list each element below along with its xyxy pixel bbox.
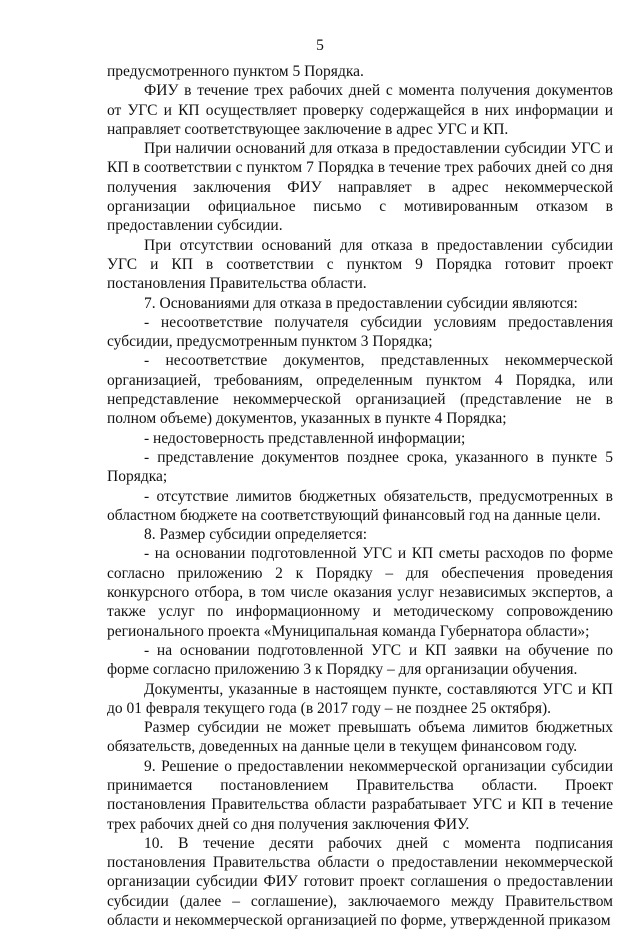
list-item: - несоответствие документов, представленных некоммерческой организацией, требованиям, определенным пунктом 4 Порядка, или непредставление некоммерческой организацией (представление не в полном объеме) документов, указанных в пункте 4 Порядка; [107,352,613,428]
paragraph: 7. Основаниями для отказа в предоставлении субсидии являются: [144,294,578,312]
paragraph: предусмотренного пунктом 5 Порядка. [107,63,364,80]
list-item: - на основании подготовленной УГС и КП заявки на обучение по форме согласно приложению 3 к Порядку – для организации обучения. [107,641,613,679]
paragraph: 8. Размер субсидии определяется: [144,526,368,544]
list-item: - представление документов позднее срока, указанного в пункте 5 Порядка; [107,448,613,486]
paragraph: При наличии оснований для отказа в предоставлении субсидии УГС и КП в соответствии с пунктом 7 Порядка в течение трех рабочих дней со дня получения заключения ФИУ направляет в адрес некоммерческой организации официальное письмо с мотивированным отказом в предоставлении субсидии. [107,140,613,235]
list-item: - на основании подготовленной УГС и КП сметы расходов по форме согласно приложению 2 к Порядку – для обеспечения проведения конкурсного отбора, в том числе оказания услуг независимых экспертов, а также услуг по информационному и методическому сопровождению регионального проекта «Муниципальная команда Губернатора области»; [107,545,613,640]
paragraph: ФИУ в течение трех рабочих дней с момента получения документов от УГС и КП осуществляет проверку содержащейся в них информации и направляет соответствующее заключение в адрес УГС и КП. [107,82,613,138]
list-item: - недостоверность представленной информации; [144,429,466,447]
page-number: 5 [316,37,324,54]
document-body [107,62,613,930]
paragraph: Документы, указанные в настоящем пункте, составляются УГС и КП до 01 февраля текущего года (в 2017 году – не позднее 25 октября). [107,680,613,717]
paragraph: При отсутствии оснований для отказа в предоставлении субсидии УГС и КП в соответствии с пунктом 9 Порядка готовит проект постановления Правительства области. [107,236,613,293]
paragraph: 9. Решение о предоставлении некоммерческой организации субсидии принимается постановлением Правительства области. Проект постановления Правительства области разрабатывает УГС и КП в течение трех рабочих дней со дня получения заключения ФИУ. [107,757,613,833]
paragraph: 10. В течение десяти рабочих дней с момента подписания постановления Правительства области о предоставлении некоммерческой организации субсидии ФИУ готовит проект соглашения о предоставлении субсидии (далее – соглашение), заключаемого между Правительством области и некоммерческой организацией по форме, утвержденной приказом [107,834,613,930]
list-item: - отсутствие лимитов бюджетных обязательств, предусмотренных в областном бюджете на соответствующий финансовый год на данные цели. [107,487,613,524]
paragraph: Размер субсидии не может превышать объема лимитов бюджетных обязательств, доведенных на данные цели в текущем финансовом году. [107,719,613,756]
list-item: - несоответствие получателя субсидии условиям предоставления субсидии, предусмотренным пунктом 3 Порядка; [107,313,613,351]
